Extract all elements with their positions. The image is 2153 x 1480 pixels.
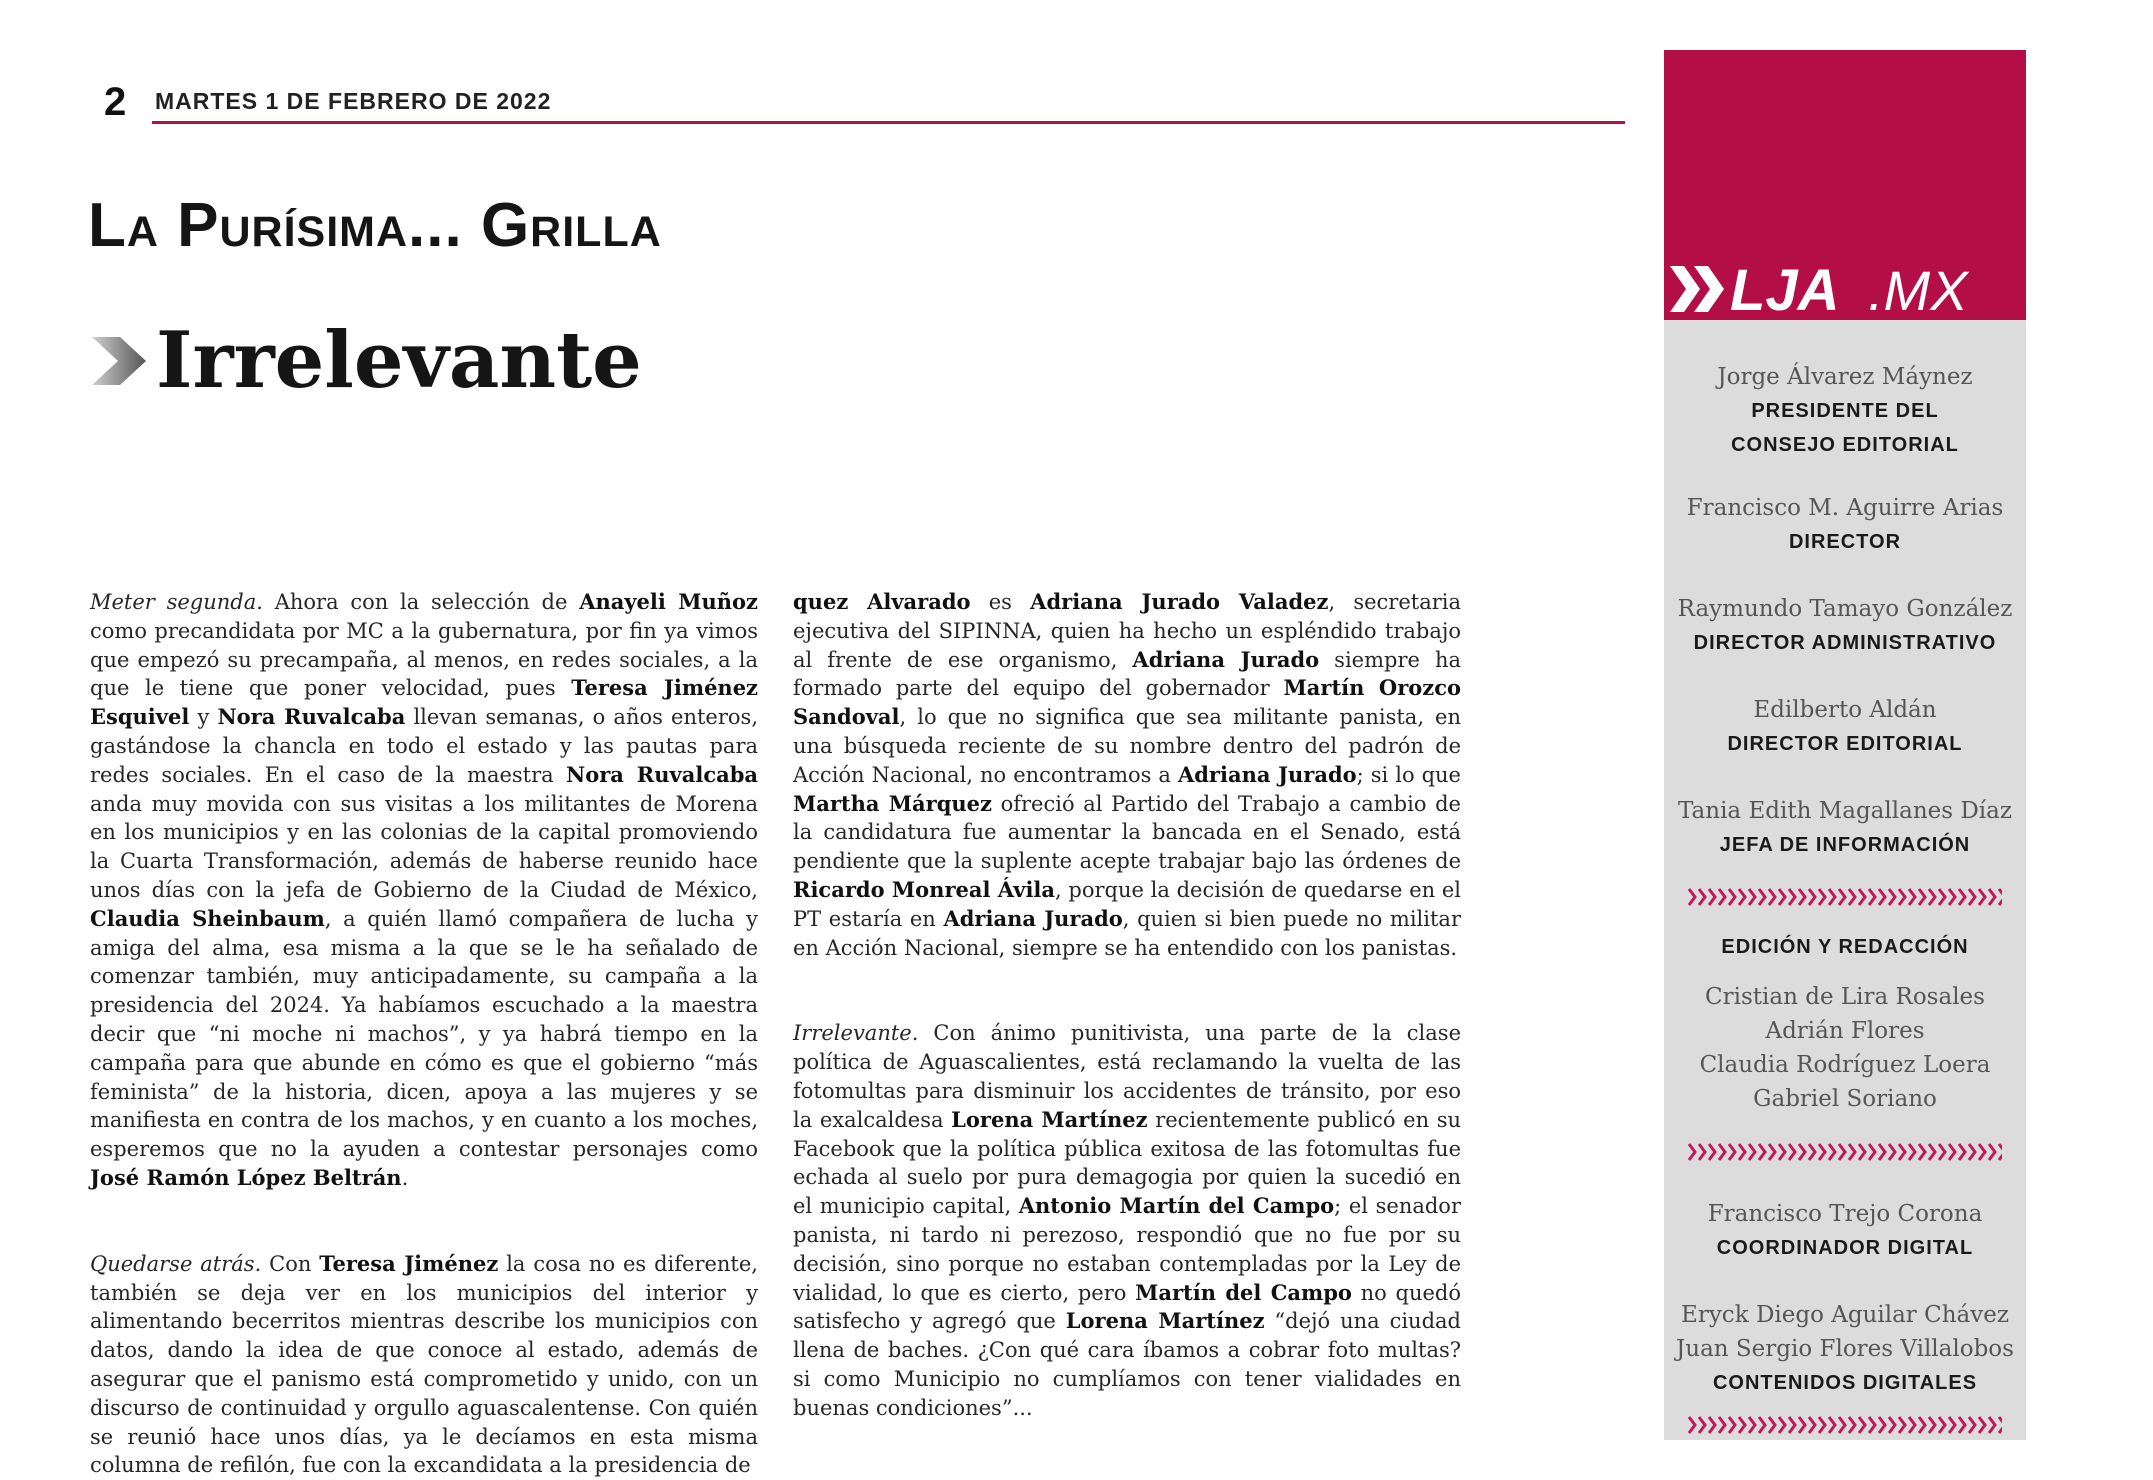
staff-entry: Edilberto Aldán DIRECTOR EDITORIAL bbox=[1727, 697, 1963, 755]
staff-entry: Francisco Trejo Corona COORDINADOR DIGITAL bbox=[1707, 1201, 1983, 1259]
headline-block bbox=[90, 315, 642, 406]
chevron-divider bbox=[1688, 1143, 2002, 1161]
chevron-right-icon bbox=[90, 331, 148, 391]
editorial-names: Cristian de Lira Rosales Adrián Flores Claudia Rodríguez Loera Gabriel Soriano bbox=[1699, 984, 1991, 1112]
masthead-sidebar bbox=[1664, 50, 2026, 1440]
chevron-divider bbox=[1688, 888, 2002, 906]
paragraph-meter-segunda: Meter segunda. Ahora con la selección de Anayeli Muñoz como precandidata por MC a la gubernatura, por fin ya vimos que empezó su precampaña, al menos, en redes sociales, a la que le tiene que poner velocidad, pues Teresa Jiménez Esquivel y Nora Ruvalcaba llevan semanas, o años enteros, gastándose la chancla en todo el estado y las pautas para redes sociales. En el caso de la maestra Nora Ruvalcaba anda muy movida con sus visitas a los militantes de Morena en los municipios y en las colonias de la capital promoviendo la Cuarta Transformación, además de haberse reunido hace unos días con la jefa de Gobierno de la Ciudad de México, Claudia Sheinbaum, a quién llamó compañera de lucha y amiga del alma, esa misma a la que se le ha señalado de comenzar también, muy anticipadamente, su campaña a la presidencia del 2024. Ya habíamos escuchado a la maestra decir que “ni moche ni machos”, y ya habrá tiempo en la campaña para que abunde en cómo es que el gobierno “más feminista” de la historia, dicen, apoya a las mujeres y se manifiesta en contra de los machos, y en cuanto a los moches, esperemos que no la ayuden a contestar personajes como José Ramón López Beltrán. bbox=[90, 589, 759, 1190]
article-column-left bbox=[90, 588, 759, 1478]
article-column-right bbox=[793, 588, 1461, 1440]
section-title: La Purísima... Grilla bbox=[88, 191, 662, 260]
logo-block bbox=[1664, 50, 2026, 323]
chevron-divider bbox=[1688, 1416, 2002, 1434]
paragraph-quedarse-atras: Quedarse atrás. Con Teresa Jiménez la cosa no es diferente, también se deja ver en los municipios del interior y alimentando becerritos mientras describe los municipios con datos, dando la idea de que conoce al estado, además de asegurar que el panismo está comprometido y unido, con un discurso de continuidad y orgullo aguascalentense. Con quién se reunió hace unos días, ya le decíamos en esta misma columna de refilón, fue con la excandidata a la presidencia de bbox=[90, 1250, 758, 1478]
staff-entry: Tania Edith Magallanes Díaz JEFA DE INFORMACIÓN bbox=[1678, 798, 2012, 856]
editorial-section: EDICIÓN Y REDACCIÓN bbox=[1721, 936, 1969, 958]
staff-entry: Eryck Diego Aguilar Chávez Juan Sergio Flores Villalobos CONTENIDOS DIGITALES bbox=[1676, 1302, 2014, 1394]
header-rule bbox=[152, 121, 1625, 124]
staff-entry: Francisco M. Aguirre Arias DIRECTOR bbox=[1686, 495, 2004, 553]
lja-mx-logo bbox=[1670, 258, 2020, 323]
headline: Irrelevante bbox=[156, 315, 642, 406]
svg-text:.MX: .MX bbox=[1868, 259, 1968, 322]
paragraph-irrelevante: Irrelevante. Con ánimo punitivista, una parte de la clase política de Aguascalientes, está reclamando la vuelta de las fotomultas para disminuir los accidentes de tránsito, por eso la exalcaldesa Lorena Martínez recientemente publicó en su Facebook que la política pública exitosa de las fotomultas fue echada al suelo por pura demagogia por quien la sucedió en el municipio capital, Antonio Martín del Campo; el senador panista, ni tardo ni perezoso, respondió que no fue por su decisión, sino porque no estaban contempladas por la Ley de vialidad, lo que es cierto, pero Martín del Campo no quedó satisfecho y agregó que Lorena Martínez “dejó una ciudad llena de baches. ¿Con qué cara íbamos a cobrar foto multas? si como Municipio no cumplíamos con tener vialidades en buenas condiciones”... bbox=[793, 1021, 1461, 1420]
staff-entry: Raymundo Tamayo González DIRECTOR ADMINISTRATIVO bbox=[1677, 596, 2013, 654]
issue-date: MARTES 1 DE FEBRERO DE 2022 bbox=[155, 88, 552, 114]
svg-text:LJA: LJA bbox=[1730, 258, 1840, 323]
staff-entry: Jorge Álvarez Máynez PRESIDENTE DEL CONSEJO EDITORIAL bbox=[1717, 364, 1973, 456]
paragraph-quedarse-atras-cont: quez Alvarado es Adriana Jurado Valadez, secretaria ejecutiva del SIPINNA, quien ha hecho un espléndido trabajo al frente de ese organismo, Adriana Jurado siempre ha formado parte del equipo del gobernador Martín Orozco Sandoval, lo que no significa que sea militante panista, en una búsqueda reciente de su nombre dentro del padrón de Acción Nacional, no encontramos a Adriana Jurado; si lo que Martha Márquez ofreció al Partido del Trabajo a cambio de la candidatura fue aumentar la bancada en el Senado, está pendiente que la suplente acepte trabajar bajo las órdenes de Ricardo Monreal Ávila, porque la decisión de quedarse en el PT estaría en Adriana Jurado, quien si bien puede no militar en Acción Nacional, siempre se ha entendido con los panistas. bbox=[793, 589, 1462, 960]
page-number: 2 bbox=[104, 80, 127, 124]
